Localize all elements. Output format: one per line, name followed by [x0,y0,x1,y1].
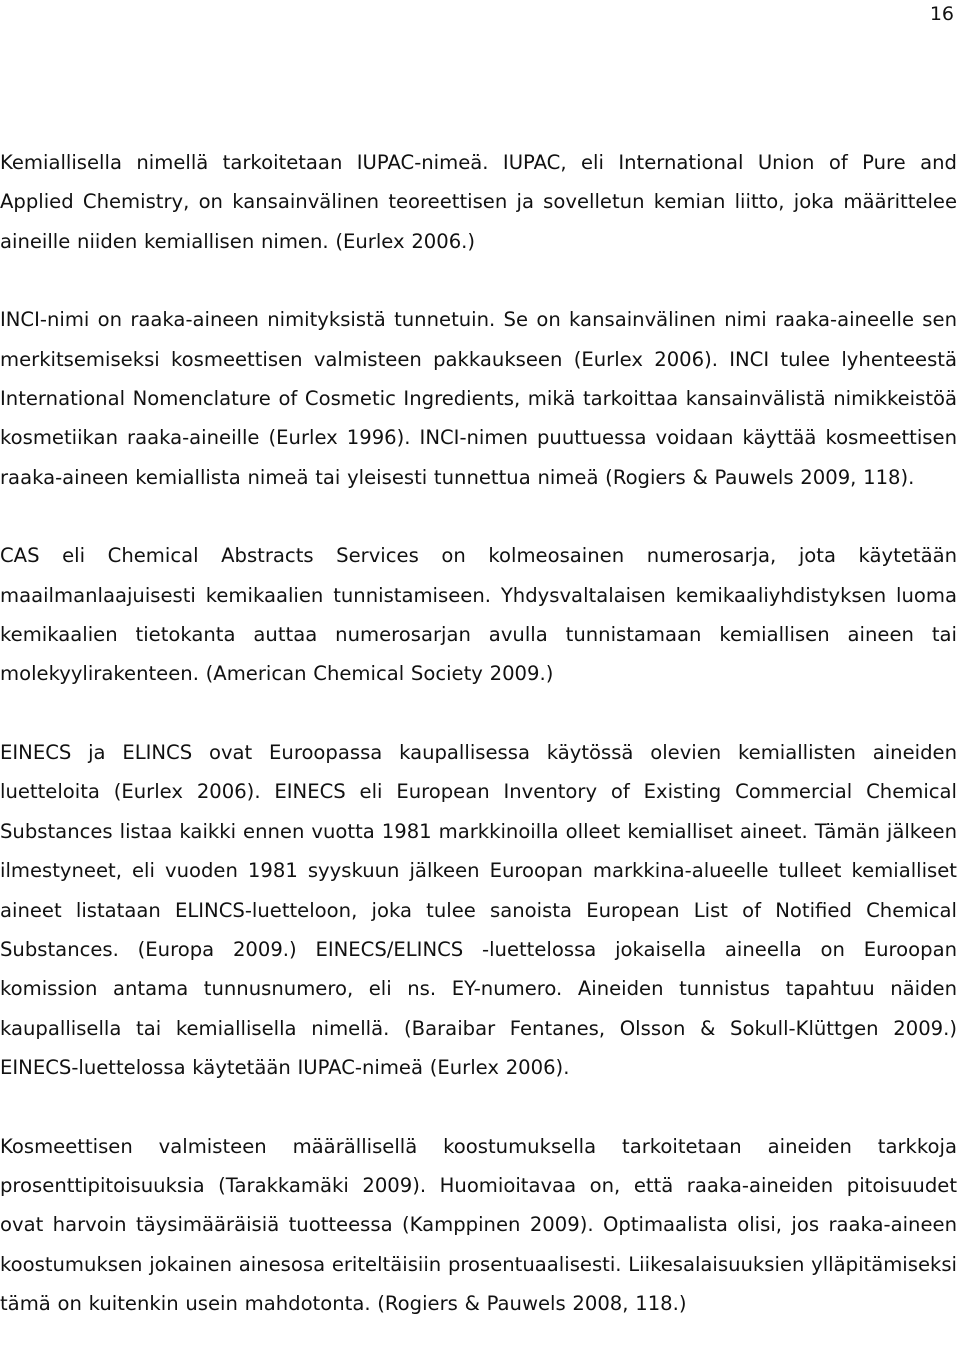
paragraph-einecs-elincs: EINECS ja ELINCS ovat Euroopassa kaupallisessa käytössä olevien kemiallisten aineiden luetteloita (Eurlex 2006). EINECS eli European Inventory of Existing Commercial Chemical Substances listaa kaikki ennen vuotta 1981 markkinoilla olleet kemialliset aineet. Tämän jälkeen ilmestyneet, eli vuoden 1981 syyskuun jälkeen Euroopan markkina-alueelle tulleet kemialliset aineet listataan ELINCS-luetteloon, joka tulee sanoista European List of Notified Chemical Substances. (Europa 2009.) EINECS/ELINCS -luettelossa jokaisella aineella on Euroopan komission antama tunnusnumero, eli ns. EY-numero. Aineiden tunnistus tapahtuu näiden kaupallisella tai kemiallisella nimellä. (Baraibar Fentanes, Olsson & Sokull-Klüttgen 2009.) EINECS-luettelossa käytetään IUPAC-nimeä (Eurlex 2006). [0,740,957,1080]
document-body [0,143,957,1324]
page-number: 16 [929,3,954,25]
paragraph-composition: Kosmeettisen valmisteen määrällisellä koostumuksella tarkoitetaan aineiden tarkkoja prosenttipitoisuuksia (Tarakkamäki 2009). Huomioitavaa on, että raaka-aineiden pitoisuudet ovat harvoin täysimääräisiä tuotteessa (Kamppinen 2009). Optimaalista olisi, jos raaka-aineen koostumuksen jokainen ainesosa eriteltäisiin prosentuaalisesti. Liikesalaisuuksien ylläpitämiseksi tämä on kuitenkin usein mahdotonta. (Rogiers & Pauwels 2008, 118.) [0,1134,957,1316]
paragraph-iupac: Kemiallisella nimellä tarkoitetaan IUPAC-nimeä. IUPAC, eli International Union of Pure and Applied Chemistry, on kansainvälinen teoreettisen ja sovelletun kemian liitto, joka määrittelee aineille niiden kemiallisen nimen. (Eurlex 2006.) [0,151,957,253]
paragraph-cas: CAS eli Chemical Abstracts Services on kolmeosainen numerosarja, jota käytetään maailmanlaajuisesti kemikaalien tunnistamiseen. Yhdysvaltalaisen kemikaaliyhdistyksen luoma kemikaalien tietokanta auttaa numerosarjan avulla tunnistamaan kemiallisen aineen tai molekyylirakenteen. (American Chemical Society 2009.) [0,544,957,686]
paragraph-inci: INCI-nimi on raaka-aineen nimityksistä tunnetuin. Se on kansainvälinen nimi raaka-aineelle sen merkitsemiseksi kosmeettisen valmisteen pakkaukseen (Eurlex 2006). INCI tulee lyhenteestä International Nomenclature of Cosmetic Ingredients, mikä tarkoittaa kansainvälistä nimikkeistöä kosmetiikan raaka-aineille (Eurlex 1996). INCI-nimen puuttuessa voidaan käyttää kosmeettisen raaka-aineen kemiallista nimeä tai yleisesti tunnettua nimeä (Rogiers & Pauwels 2009, 118). [0,308,957,489]
